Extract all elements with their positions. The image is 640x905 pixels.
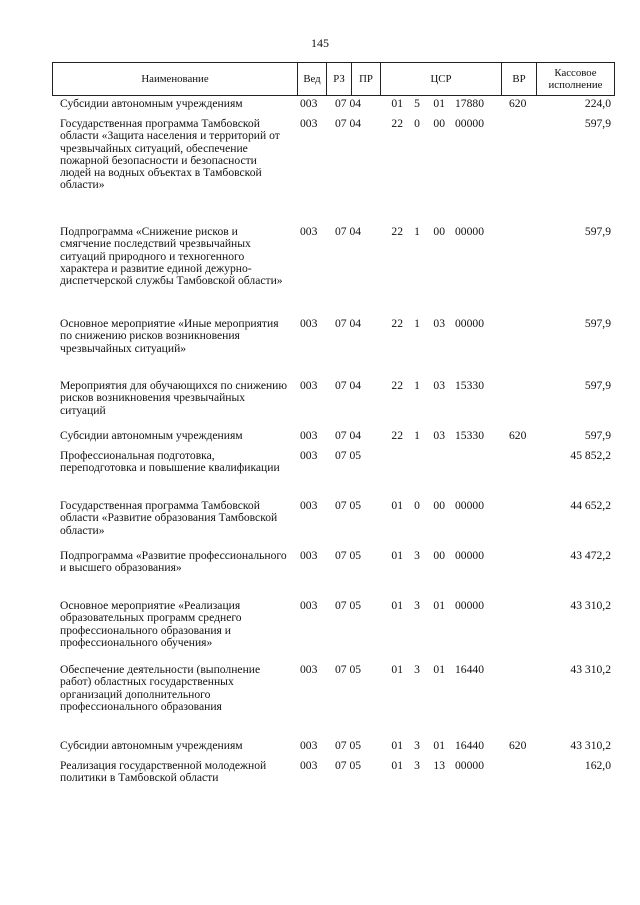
cell-ved: 003 xyxy=(300,97,318,110)
cell-csr4: 00000 xyxy=(455,549,484,562)
cell-sum: 597,9 xyxy=(584,379,611,392)
cell-rzpr: 07 04 xyxy=(335,317,362,330)
cell-csr2: 3 xyxy=(414,599,420,612)
cell-rzpr: 07 04 xyxy=(335,429,362,442)
cell-ved: 003 xyxy=(300,225,318,238)
cell-csr2: 5 xyxy=(414,97,420,110)
cell-csr4: 16440 xyxy=(455,739,484,752)
page-number: 145 xyxy=(311,36,329,50)
table-row xyxy=(52,450,615,500)
cell-csr2: 3 xyxy=(414,759,420,772)
header-pr: ПР xyxy=(351,63,380,95)
cell-ved: 003 xyxy=(300,429,318,442)
cell-csr4: 17880 xyxy=(455,97,484,110)
table-header xyxy=(52,62,615,96)
cell-csr3: 01 xyxy=(433,599,445,612)
cell-rzpr: 07 05 xyxy=(335,549,362,562)
cell-csr3: 03 xyxy=(433,379,445,392)
cell-ved: 003 xyxy=(300,739,318,752)
table-row xyxy=(52,600,615,664)
table-row xyxy=(52,430,615,450)
cell-csr1: 22 xyxy=(391,225,403,238)
cell-csr2: 0 xyxy=(414,499,420,512)
cell-csr3: 01 xyxy=(433,739,445,752)
cell-ved: 003 xyxy=(300,599,318,612)
cell-csr2: 1 xyxy=(414,429,420,442)
cell-rzpr: 07 05 xyxy=(335,663,362,676)
table-row xyxy=(52,318,615,380)
cell-name: Субсидии автономным учреждениям xyxy=(60,97,243,110)
table-row xyxy=(52,550,615,600)
cell-sum: 224,0 xyxy=(584,97,611,110)
cell-ved: 003 xyxy=(300,317,318,330)
cell-sum: 43 472,2 xyxy=(570,549,611,562)
cell-name: Профессиональная подготовка, переподготовка и повышение квалификации xyxy=(60,449,280,475)
cell-rzpr: 07 05 xyxy=(335,599,362,612)
cell-csr4: 00000 xyxy=(455,117,484,130)
cell-csr4: 00000 xyxy=(455,759,484,772)
cell-csr3: 00 xyxy=(433,549,445,562)
cell-csr4: 00000 xyxy=(455,599,484,612)
cell-ved: 003 xyxy=(300,549,318,562)
cell-rzpr: 07 05 xyxy=(335,499,362,512)
header-sum-line1: Кассовое xyxy=(554,67,597,79)
cell-csr1: 22 xyxy=(391,117,403,130)
table-row xyxy=(52,500,615,550)
cell-name: Мероприятия для обучающихся по снижению рисков возникновения чрезвычайных ситуаций xyxy=(60,379,288,417)
cell-rzpr: 07 04 xyxy=(335,379,362,392)
cell-csr4: 16440 xyxy=(455,663,484,676)
cell-sum: 597,9 xyxy=(584,225,611,238)
cell-ved: 003 xyxy=(300,499,318,512)
cell-name: Основное мероприятие «Реализация образовательных программ среднего профессионального образования и профессионального обучения» xyxy=(60,599,242,649)
cell-name: Реализация государственной молодежной политики в Тамбовской области xyxy=(60,759,267,785)
cell-csr1: 01 xyxy=(391,663,403,676)
cell-rzpr: 07 04 xyxy=(335,117,362,130)
cell-csr2: 3 xyxy=(414,549,420,562)
cell-csr4: 00000 xyxy=(455,225,484,238)
cell-csr3: 00 xyxy=(433,499,445,512)
cell-csr2: 3 xyxy=(414,663,420,676)
cell-name: Субсидии автономным учреждениям xyxy=(60,429,243,442)
table-row xyxy=(52,118,615,226)
header-rz: РЗ xyxy=(326,63,351,95)
cell-sum: 597,9 xyxy=(584,429,611,442)
cell-csr1: 01 xyxy=(391,599,403,612)
cell-sum: 44 652,2 xyxy=(570,499,611,512)
cell-csr2: 1 xyxy=(414,379,420,392)
cell-rzpr: 07 05 xyxy=(335,449,362,462)
table-row xyxy=(52,380,615,430)
cell-sum: 162,0 xyxy=(584,759,611,772)
header-sum-line2: исполнение xyxy=(548,79,603,91)
cell-rzpr: 07 04 xyxy=(335,97,362,110)
cell-name: Государственная программа Тамбовской области «Развитие образования Тамбовской области» xyxy=(60,499,278,537)
cell-csr1: 01 xyxy=(391,759,403,772)
cell-name: Подпрограмма «Снижение рисков и смягчение последствий чрезвычайных ситуаций природного и техногенного характера и развитие единой дежурно-диспетчерской службы Тамбовской области» xyxy=(60,225,283,288)
cell-ved: 003 xyxy=(300,759,318,772)
table-row xyxy=(52,760,615,820)
cell-ved: 003 xyxy=(300,663,318,676)
cell-sum: 597,9 xyxy=(584,317,611,330)
cell-csr1: 01 xyxy=(391,739,403,752)
cell-csr3: 01 xyxy=(433,663,445,676)
cell-csr4: 15330 xyxy=(455,429,484,442)
header-name: Наименование xyxy=(141,73,209,85)
cell-csr3: 03 xyxy=(433,317,445,330)
cell-csr3: 01 xyxy=(433,97,445,110)
cell-name: Государственная программа Тамбовской области «Защита населения и территорий от чрезвычайных ситуаций, обеспечение пожарной безопасности и безопасности людей на водных объектах в Тамбовской области» xyxy=(60,117,280,192)
cell-csr3: 13 xyxy=(433,759,445,772)
cell-rzpr: 07 05 xyxy=(335,739,362,752)
cell-vr: 620 xyxy=(509,429,527,442)
cell-csr4: 00000 xyxy=(455,499,484,512)
cell-name: Обеспечение деятельности (выполнение работ) областных государственных организаций дополнительного профессионального образования xyxy=(60,663,261,713)
cell-sum: 597,9 xyxy=(584,117,611,130)
cell-name: Подпрограмма «Развитие профессионального и высшего образования» xyxy=(60,549,287,575)
cell-rzpr: 07 04 xyxy=(335,225,362,238)
cell-vr: 620 xyxy=(509,97,527,110)
table-row xyxy=(52,98,615,118)
cell-name: Основное мероприятие «Иные мероприятия по снижению рисков возникновения чрезвычайных ситуаций» xyxy=(60,317,279,355)
cell-ved: 003 xyxy=(300,449,318,462)
cell-vr: 620 xyxy=(509,739,527,752)
cell-csr2: 1 xyxy=(414,225,420,238)
cell-csr1: 22 xyxy=(391,379,403,392)
cell-csr1: 22 xyxy=(391,317,403,330)
cell-csr1: 01 xyxy=(391,97,403,110)
table-row xyxy=(52,226,615,318)
cell-ved: 003 xyxy=(300,117,318,130)
cell-ved: 003 xyxy=(300,379,318,392)
cell-sum: 43 310,2 xyxy=(570,739,611,752)
cell-sum: 45 852,2 xyxy=(570,449,611,462)
cell-csr4: 15330 xyxy=(455,379,484,392)
cell-csr3: 00 xyxy=(433,225,445,238)
budget-table xyxy=(52,62,615,785)
cell-csr3: 00 xyxy=(433,117,445,130)
table-row xyxy=(52,664,615,740)
cell-csr2: 3 xyxy=(414,739,420,752)
cell-csr2: 1 xyxy=(414,317,420,330)
header-ved: Вед xyxy=(297,63,326,95)
cell-csr4: 00000 xyxy=(455,317,484,330)
cell-sum: 43 310,2 xyxy=(570,599,611,612)
cell-name: Субсидии автономным учреждениям xyxy=(60,739,243,752)
cell-csr2: 0 xyxy=(414,117,420,130)
cell-csr3: 03 xyxy=(433,429,445,442)
cell-csr1: 01 xyxy=(391,499,403,512)
header-sum xyxy=(536,63,614,95)
cell-sum: 43 310,2 xyxy=(570,663,611,676)
header-csr: ЦСР xyxy=(380,63,501,95)
table-row xyxy=(52,740,615,760)
header-vr: ВР xyxy=(501,63,536,95)
cell-csr1: 01 xyxy=(391,549,403,562)
cell-rzpr: 07 05 xyxy=(335,759,362,772)
cell-csr1: 22 xyxy=(391,429,403,442)
